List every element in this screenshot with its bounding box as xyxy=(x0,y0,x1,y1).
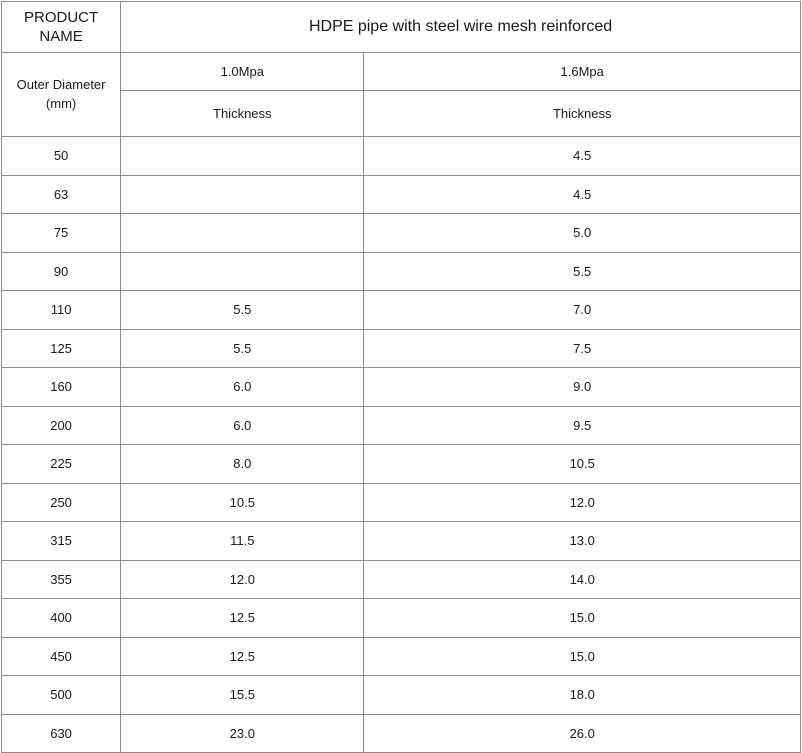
cell-thickness-1-6mpa: 14.0 xyxy=(364,560,801,599)
cell-outer-diameter: 75 xyxy=(2,214,121,253)
table-header-row-thickness xyxy=(2,91,801,137)
cell-outer-diameter: 630 xyxy=(2,714,121,753)
thickness-label-1-6mpa: Thickness xyxy=(364,91,801,137)
table-header-row-pressure xyxy=(2,53,801,91)
table-row xyxy=(2,676,801,715)
cell-thickness-1-0mpa xyxy=(121,175,364,214)
cell-thickness-1-6mpa: 9.0 xyxy=(364,368,801,407)
cell-thickness-1-0mpa xyxy=(121,214,364,253)
cell-thickness-1-0mpa: 6.0 xyxy=(121,368,364,407)
table-row xyxy=(2,291,801,330)
table-row xyxy=(2,637,801,676)
cell-thickness-1-6mpa: 15.0 xyxy=(364,599,801,638)
cell-outer-diameter: 450 xyxy=(2,637,121,676)
cell-thickness-1-0mpa: 12.0 xyxy=(121,560,364,599)
cell-thickness-1-6mpa: 10.5 xyxy=(364,445,801,484)
cell-thickness-1-0mpa: 15.5 xyxy=(121,676,364,715)
cell-thickness-1-0mpa: 11.5 xyxy=(121,522,364,561)
table-row xyxy=(2,214,801,253)
cell-thickness-1-0mpa: 12.5 xyxy=(121,637,364,676)
table-row xyxy=(2,560,801,599)
cell-thickness-1-0mpa: 23.0 xyxy=(121,714,364,753)
cell-outer-diameter: 250 xyxy=(2,483,121,522)
cell-thickness-1-6mpa: 26.0 xyxy=(364,714,801,753)
cell-outer-diameter: 200 xyxy=(2,406,121,445)
table-row xyxy=(2,445,801,484)
cell-thickness-1-0mpa: 5.5 xyxy=(121,329,364,368)
cell-thickness-1-6mpa: 5.0 xyxy=(364,214,801,253)
cell-outer-diameter: 90 xyxy=(2,252,121,291)
cell-thickness-1-0mpa xyxy=(121,252,364,291)
cell-thickness-1-6mpa: 15.0 xyxy=(364,637,801,676)
table-header-row-title xyxy=(2,2,801,53)
cell-outer-diameter: 50 xyxy=(2,137,121,176)
cell-thickness-1-6mpa: 5.5 xyxy=(364,252,801,291)
cell-thickness-1-6mpa: 18.0 xyxy=(364,676,801,715)
cell-thickness-1-0mpa: 5.5 xyxy=(121,291,364,330)
cell-outer-diameter: 315 xyxy=(2,522,121,561)
table-row xyxy=(2,599,801,638)
cell-outer-diameter: 125 xyxy=(2,329,121,368)
outer-diameter-label-line1: Outer Diameter xyxy=(16,76,106,92)
pressure-header-1-6mpa: 1.6Mpa xyxy=(364,53,801,91)
cell-outer-diameter: 400 xyxy=(2,599,121,638)
cell-thickness-1-6mpa: 13.0 xyxy=(364,522,801,561)
thickness-label-1-0mpa: Thickness xyxy=(121,91,364,137)
cell-outer-diameter: 63 xyxy=(2,175,121,214)
cell-outer-diameter: 355 xyxy=(2,560,121,599)
cell-thickness-1-0mpa: 10.5 xyxy=(121,483,364,522)
table-row xyxy=(2,175,801,214)
cell-outer-diameter: 500 xyxy=(2,676,121,715)
pipe-specification-table xyxy=(1,1,801,753)
table-row xyxy=(2,714,801,753)
cell-thickness-1-0mpa xyxy=(121,137,364,176)
table-row xyxy=(2,329,801,368)
cell-thickness-1-0mpa: 8.0 xyxy=(121,445,364,484)
cell-thickness-1-6mpa: 7.5 xyxy=(364,329,801,368)
cell-thickness-1-6mpa: 4.5 xyxy=(364,137,801,176)
outer-diameter-header xyxy=(2,53,121,137)
cell-thickness-1-6mpa: 12.0 xyxy=(364,483,801,522)
table-row xyxy=(2,522,801,561)
product-name-header-line2: NAME xyxy=(39,28,83,45)
main-title-header: HDPE pipe with steel wire mesh reinforced xyxy=(121,2,801,53)
pressure-header-1-0mpa: 1.0Mpa xyxy=(121,53,364,91)
table-row xyxy=(2,483,801,522)
table-row xyxy=(2,406,801,445)
cell-thickness-1-6mpa: 7.0 xyxy=(364,291,801,330)
cell-thickness-1-0mpa: 6.0 xyxy=(121,406,364,445)
cell-outer-diameter: 225 xyxy=(2,445,121,484)
outer-diameter-label-line2: (mm) xyxy=(45,95,77,111)
table-row xyxy=(2,137,801,176)
cell-thickness-1-6mpa: 4.5 xyxy=(364,175,801,214)
product-name-header-line1: PRODUCT xyxy=(23,8,99,26)
table-row xyxy=(2,368,801,407)
product-name-header xyxy=(2,2,121,53)
cell-thickness-1-6mpa: 9.5 xyxy=(364,406,801,445)
cell-outer-diameter: 110 xyxy=(2,291,121,330)
cell-outer-diameter: 160 xyxy=(2,368,121,407)
table-row xyxy=(2,252,801,291)
cell-thickness-1-0mpa: 12.5 xyxy=(121,599,364,638)
